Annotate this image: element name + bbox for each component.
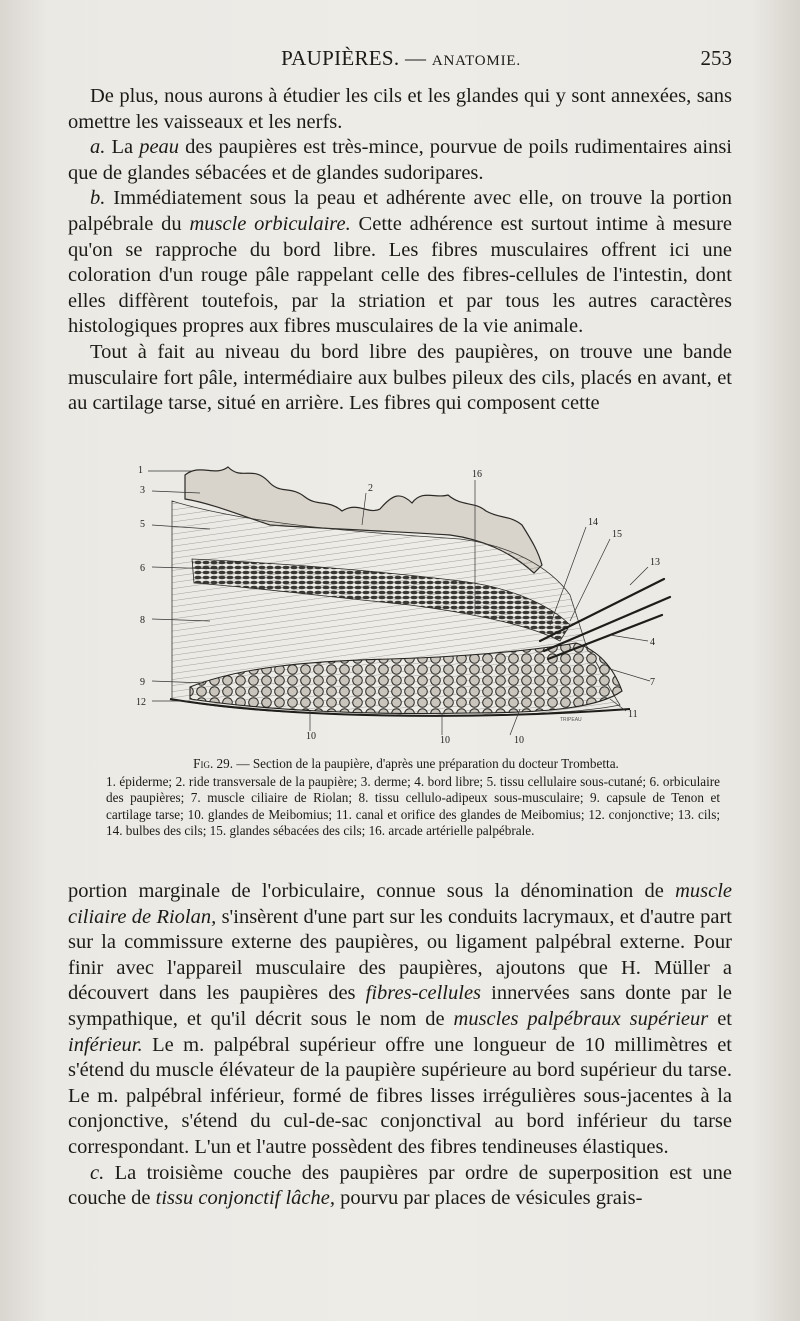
figure-label-2: 2 xyxy=(368,483,373,494)
paragraph-riolan-text: portion marginale de l'orbiculaire, connue sous la dénomination de xyxy=(68,880,676,902)
running-title-section: ANATOMIE. xyxy=(431,53,521,69)
term-muscle-orbiculaire: muscle orbiculaire. xyxy=(189,212,351,235)
paragraph-riolan-text-4: et xyxy=(708,1007,733,1030)
text-block-before-figure xyxy=(68,84,732,417)
caption-legend: 1. épiderme; 2. ride transversale de la paupière; 3. derme; 4. bord libre; 5. tissu cellulaire sous-cutané; 6. orbiculaire des paupières; 7. muscle ciliaire de Riolan; 8. tissu cellulo-adipeux sous-musculaire; 9. capsule de Tenon et cartilage tarse; 10. glandes de Meibomius; 11. canal et orifice des glandes de Meibomius; 12. conjonctive; 13. cils; 14. bulbes des cils; 15. glandes sébacées des cils; 16. arcade artérielle palpébrale. xyxy=(106,773,720,839)
paragraph-riolan-text-3: innervées sans donte par le sympathique, et qu'il décrit sous le nom de xyxy=(68,982,732,1030)
figure-label-6: 6 xyxy=(140,563,145,574)
paragraph-a-text-2: des paupières est très-mince, pourvue de poils rudimentaires ainsi que de glandes sébacées et de glandes sudoripares. xyxy=(68,136,732,184)
term-palpebral-superieur: muscles palpébraux supérieur xyxy=(453,1007,709,1030)
running-title-main: PAUPIÈRES. xyxy=(281,46,400,70)
figure-label-10: 10 xyxy=(440,735,450,746)
paragraph-riolan-text-5: Le m. palpébral supérieur offre une longueur de 10 millimètres et s'étend du muscle élévateur de la paupière supérieure au bord supérieur du tarse. Le m. palpébral inférieur, formé de fibres lisses irrégulières sous-jacentes à la conjonctive, s'étend du cul-de-sac conjonctival au bord inférieur du tarse correspondant. L'un et l'autre possèdent des fibres tendineuses élastiques. xyxy=(68,1033,732,1158)
paragraph-c-text: La troisième couche des paupières par ordre de superposition est une couche de xyxy=(68,1161,732,1210)
figure-label-13: 13 xyxy=(650,557,660,568)
paragraph-c-text-2: pourvu par places de vésicules grais- xyxy=(335,1187,643,1210)
figure-label-4: 4 xyxy=(650,637,655,648)
running-title xyxy=(70,46,732,71)
text-block-after-figure xyxy=(68,879,732,1212)
paragraph-b-muscle xyxy=(68,186,732,340)
figure-label-11: 11 xyxy=(628,709,638,720)
paragraph-intro-text: De plus, nous aurons à étudier les cils et les glandes qui y sont annexées, sans omettre les vaisseaux et les nerfs. xyxy=(68,85,732,133)
eyelid-section-illustration xyxy=(130,455,690,755)
running-title-dash: — xyxy=(399,46,432,70)
figure-caption xyxy=(92,756,720,840)
figure-label-10: 10 xyxy=(514,735,524,746)
term-peau: peau xyxy=(139,136,180,159)
figure-label-14: 14 xyxy=(588,517,598,528)
caption-title xyxy=(92,756,720,773)
caption-title-text: — Section de la paupière, d'après une préparation du docteur Trombetta. xyxy=(233,756,619,771)
figure-label-12: 12 xyxy=(136,697,146,708)
figure-label-10: 10 xyxy=(306,731,316,742)
paragraph-riolan xyxy=(68,879,732,1161)
paragraph-c-tissu xyxy=(68,1161,732,1212)
term-tissu-conjonctif: tissu conjonctif lâche, xyxy=(155,1187,336,1210)
page-number: 253 xyxy=(700,46,732,70)
page-header xyxy=(70,44,732,74)
paragraph-b-text: Immédiatement sous la peau et adhérente avec elle, on trouve la portion palpébrale du xyxy=(68,187,732,235)
paragraph-a-peau xyxy=(68,135,732,186)
figure-eyelid-section xyxy=(130,455,690,755)
figure-label-16: 16 xyxy=(472,469,482,480)
paragraph-bord-libre-text: Tout à fait au niveau du bord libre des paupières, on trouve une bande musculaire fort pâle, intermédiaire aux bulbes pileux des cils, placés en avant, et au cartilage tarse, situé en arrière. Les fibres qui composent cette xyxy=(68,340,732,415)
figure-label-8: 8 xyxy=(140,615,145,626)
figure-label-7: 7 xyxy=(650,677,655,688)
figure-label-5: 5 xyxy=(140,519,145,530)
paragraph-a-text: La xyxy=(105,136,140,159)
figure-label-3: 3 xyxy=(140,485,145,496)
caption-figure-number: Fig. 29. xyxy=(193,756,234,771)
paragraph-riolan-text-2: s'insèrent d'une part sur les conduits lacrymaux, et d'autre part sur la commissure externe des paupières, ou ligament palpébral externe. Pour finir avec l'appareil musculaire des paupières, ajoutons que H. Müller a découvert dans les paupières des xyxy=(68,905,732,1005)
term-fibres-cellules: fibres-cellules xyxy=(365,982,482,1005)
term-muscle-ciliaire: muscle ciliaire de Riolan, xyxy=(68,880,732,928)
term-inferieur: inférieur. xyxy=(68,1033,143,1056)
figure-label-1: 1 xyxy=(138,465,143,476)
engraver-signature: TRIPEAU xyxy=(560,717,582,723)
item-letter-a: a. xyxy=(90,136,106,159)
item-letter-c: c. xyxy=(90,1161,105,1184)
item-letter-b: b. xyxy=(90,187,106,210)
paragraph-bord-libre xyxy=(68,340,732,417)
paragraph-intro xyxy=(68,84,732,135)
figure-label-9: 9 xyxy=(140,677,145,688)
paragraph-b-text-2: Cette adhérence est surtout intime à mesure qu'on se rapproche du bord libre. Les fibres musculaires offrent ici une coloration d'un rouge pâle rappelant celle des fibres-cellules de l'intestin, dont elles diffèrent toutefois, par la striation et par tous les autres caractères histologiques propres aux fibres musculaires de la vie animale. xyxy=(68,212,732,338)
figure-label-15: 15 xyxy=(612,529,622,540)
